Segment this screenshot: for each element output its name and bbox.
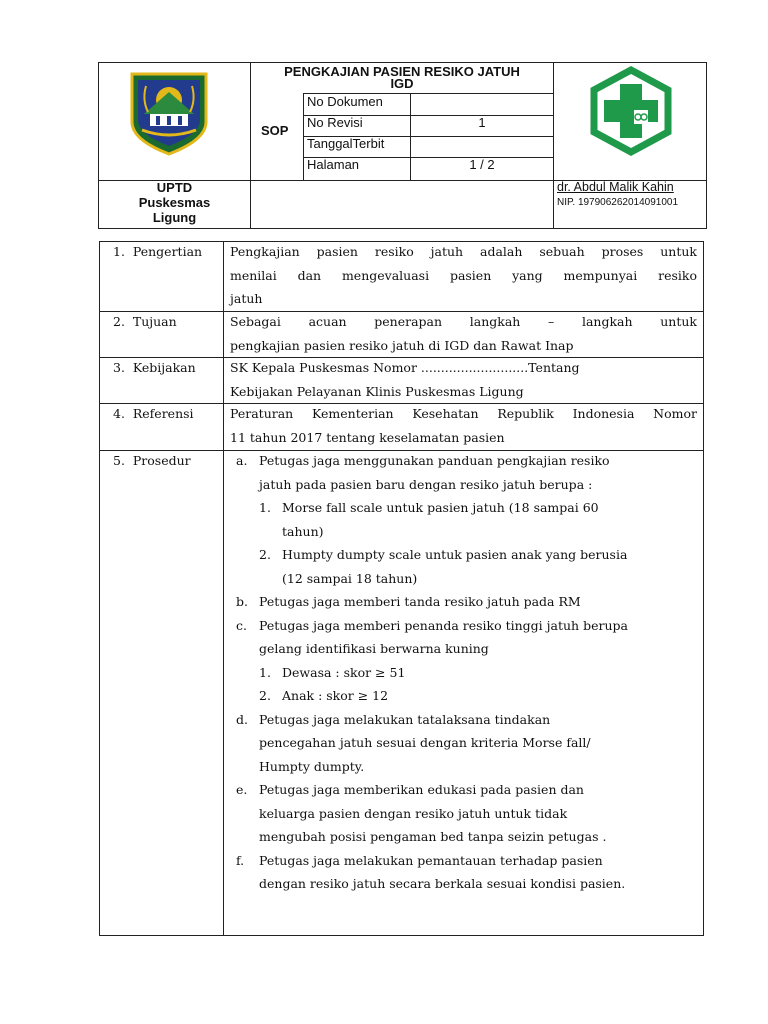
text-line: 11 tahun 2017 tentang keselamatan pasien [230, 429, 505, 445]
text-line: Petugas jaga memberikan edukasi pada pasien dan [259, 782, 584, 797]
text-line: Sebagai acuan penerapan langkah – langkah untuk [230, 314, 697, 329]
meta-label-tanggal-terbit: TanggalTerbit [307, 136, 385, 151]
organization-name-line-1: UPTD [156, 180, 193, 195]
list-marker: c. [236, 617, 247, 633]
meta-value-no-revisi: 1 [478, 115, 486, 130]
text-line: (12 sampai 18 tahun) [282, 570, 418, 586]
section-text-kebijakan [230, 356, 697, 403]
text-line: Dewasa : skor ≥ 51 [282, 664, 406, 680]
list-item [230, 708, 700, 779]
list-item [230, 849, 700, 896]
signer-name: dr. Abdul Malik Kahin [557, 180, 674, 194]
list-marker: e. [236, 782, 248, 797]
list-marker: 1. [259, 500, 271, 515]
list-marker: a. [236, 453, 248, 468]
document-title [251, 66, 553, 90]
text-line: Morse fall scale untuk pasien jatuh (18 sampai 60 [282, 500, 599, 515]
meta-label-no-dokumen: No Dokumen [307, 94, 383, 109]
sop-label: SOP [261, 123, 289, 138]
list-item [230, 661, 700, 685]
section-label-pengertian: 1. Pengertian [113, 244, 203, 259]
organization-name-line-2: Puskesmas [138, 195, 211, 210]
text-line: dengan resiko jatuh secara berkala sesuai kondisi pasien. [259, 876, 626, 891]
meta-label-no-revisi: No Revisi [307, 115, 363, 130]
document-title-line-1: PENGKAJIAN PASIEN RESIKO JATUH [284, 64, 520, 79]
list-item [230, 590, 700, 614]
section-text-referensi [230, 402, 697, 449]
signer-nip: NIP. 197906262014091001 [557, 197, 679, 208]
text-line: Pengkajian pasien resiko jatuh adalah sebuah proses untuk [230, 244, 697, 259]
meta-value-halaman: 1 / 2 [469, 157, 495, 172]
text-line: Petugas jaga menggunakan panduan pengkajian resiko [259, 453, 610, 468]
puskesmas-logo [586, 66, 676, 156]
prosedur-list [230, 449, 700, 896]
text-line: Peraturan Kementerian Kesehatan Republik Indonesia Nomor [230, 406, 697, 421]
organization-name-line-3: Ligung [152, 210, 197, 225]
text-line: menilai dan mengevaluasi pasien yang mempunyai resiko [230, 267, 697, 283]
section-text-pengertian [230, 240, 697, 311]
text-line: jatuh pada pasien baru dengan resiko jatuh berupa : [259, 476, 593, 492]
list-marker: 2. [259, 688, 271, 703]
text-line: pencegahan jatuh sesuai dengan kriteria Morse fall/ [259, 735, 591, 750]
list-item [230, 449, 700, 496]
text-line: tahun) [282, 523, 324, 539]
list-marker: b. [236, 594, 248, 609]
list-item [230, 614, 700, 661]
text-line: Petugas jaga melakukan pemantauan terhadap pasien [259, 852, 603, 868]
text-line: Anak : skor ≥ 12 [282, 688, 389, 703]
list-item [230, 543, 700, 590]
list-marker: 2. [259, 547, 271, 562]
section-label-referensi: 4. Referensi [113, 406, 194, 421]
text-line: Petugas jaga memberi penanda resiko tinggi jatuh berupa [259, 617, 628, 633]
list-item [230, 778, 700, 849]
text-line: Petugas jaga melakukan tatalaksana tindakan [259, 711, 551, 727]
list-item [230, 684, 700, 708]
text-line: mengubah posisi pengaman bed tanpa seizin petugas . [259, 829, 607, 844]
text-line: SK Kepala Puskesmas Nomor ...........................Tentang [230, 360, 580, 375]
text-line: Petugas jaga memberi tanda resiko jatuh pada RM [259, 594, 581, 609]
list-marker: d. [236, 711, 248, 727]
text-line: pengkajian pasien resiko jatuh di IGD dan Rawat Inap [230, 337, 574, 353]
list-item [230, 496, 700, 543]
section-text-tujuan [230, 310, 697, 357]
list-marker: 1. [259, 664, 271, 680]
text-line: Kebijakan Pelayanan Klinis Puskesmas Ligung [230, 383, 524, 399]
section-label-prosedur: 5. Prosedur [113, 453, 191, 468]
text-line: Humpty dumpty scale untuk pasien anak yang berusia [282, 547, 628, 562]
meta-label-halaman: Halaman [307, 157, 360, 172]
regency-emblem-logo [126, 70, 212, 156]
text-line: jatuh [230, 291, 263, 306]
text-line: keluarga pasien dengan resiko jatuh untuk tidak [259, 805, 568, 821]
text-line: Humpty dumpty. [259, 758, 365, 774]
list-marker: f. [236, 852, 245, 868]
text-line: gelang identifikasi berwarna kuning [259, 641, 489, 656]
organization-name [99, 180, 250, 225]
section-label-kebijakan: 3. Kebijakan [113, 360, 196, 375]
document-title-line-2: IGD [390, 76, 414, 91]
section-label-tujuan: 2. Tujuan [113, 314, 177, 329]
